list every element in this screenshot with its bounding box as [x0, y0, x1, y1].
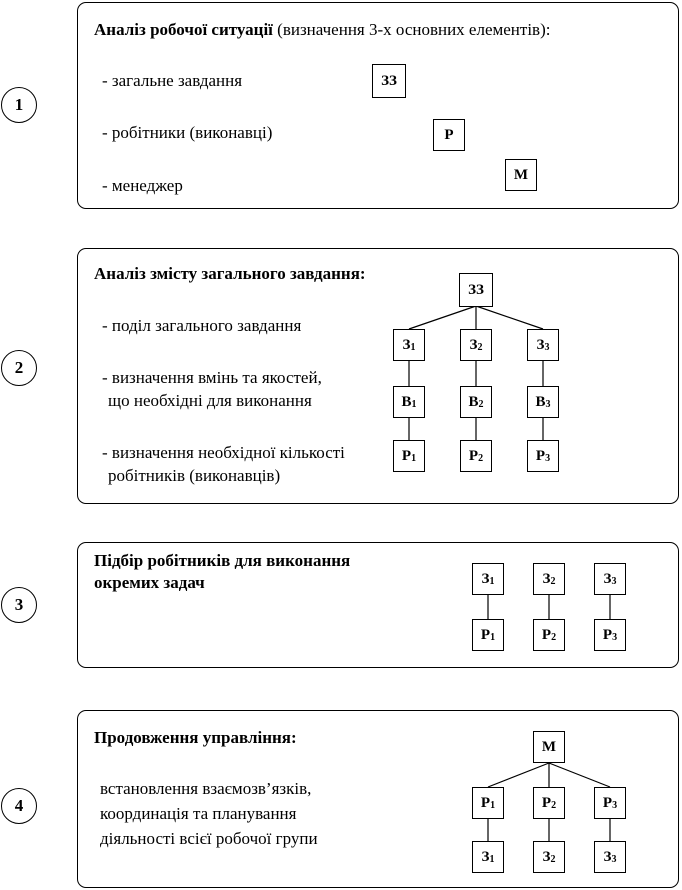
box-manager: М [505, 159, 537, 191]
panel4-title-text: Продовження управління: [94, 728, 297, 747]
panel2-item-count-2: робітників (виконавців) [108, 466, 281, 485]
panel2-item-division: - поділ загального завдання [102, 316, 302, 335]
panel4-title [94, 727, 297, 749]
panel3-box-task-3: З 3 [594, 563, 626, 595]
panel3-box-worker-1: Р 1 [472, 619, 504, 651]
panel4-box-task-2: З 2 [533, 841, 565, 873]
panel4-box-task-1: З 1 [472, 841, 504, 873]
panel3-title-line2: окремих задач [94, 573, 205, 592]
panel-general-task-content-analysis [77, 248, 679, 504]
panel2-box-skill-3: В 3 [527, 386, 559, 418]
box-general-task: ЗЗ [372, 64, 406, 98]
panel4-item-2: координація та планування [100, 804, 297, 823]
panel2-box-task-2: З 2 [460, 329, 492, 361]
panel1-item-manager: - менеджер [102, 176, 183, 195]
panel3-box-task-1: З 1 [472, 563, 504, 595]
panel2-title [94, 263, 366, 285]
panel2-item-skills-2: що необхідні для виконання [108, 391, 312, 410]
panel3-title-line1: Підбір робітників для виконання [94, 551, 351, 570]
panel2-box-worker-3: Р 3 [527, 440, 559, 472]
panel4-item-1: встановлення взаємозв’язків, [100, 779, 312, 798]
step-1-circle: 1 [1, 87, 37, 123]
step-2-circle: 2 [1, 350, 37, 386]
panel2-box-task-1: З 1 [393, 329, 425, 361]
panel2-title-text: Аналіз змісту загального завдання: [94, 264, 366, 283]
panel4-box-worker-2: Р 2 [533, 787, 565, 819]
panel3-box-worker-3: Р 3 [594, 619, 626, 651]
panel2-box-general-task: ЗЗ [459, 273, 493, 307]
panel-work-situation-analysis [77, 2, 679, 209]
panel2-box-worker-1: Р 1 [393, 440, 425, 472]
panel4-box-worker-3: Р 3 [594, 787, 626, 819]
panel1-title [94, 19, 550, 41]
step-3-circle: 3 [1, 587, 37, 623]
panel2-item-skills-1: - визначення вмінь та якостей, [102, 368, 322, 387]
panel2-box-skill-1: В 1 [393, 386, 425, 418]
panel4-box-manager: М [533, 731, 565, 763]
panel3-box-worker-2: Р 2 [533, 619, 565, 651]
panel-worker-selection [77, 542, 679, 668]
panel4-item-3: діяльності всієї робочої групи [100, 829, 318, 848]
panel2-box-task-3: З 3 [527, 329, 559, 361]
panel2-box-worker-2: Р 2 [460, 440, 492, 472]
panel1-item-general-task: - загальне завдання [102, 71, 243, 90]
step-4-circle: 4 [1, 788, 37, 824]
panel-continuing-management [77, 710, 679, 888]
panel1-title-rest: (визначення 3-х основних елементів): [272, 20, 551, 39]
panel2-item-count-1: - визначення необхідної кількості [102, 443, 345, 462]
panel3-title [94, 550, 350, 594]
panel1-item-workers: - робітники (виконавці) [102, 123, 273, 142]
panel3-box-task-2: З 2 [533, 563, 565, 595]
panel4-box-task-3: З 3 [594, 841, 626, 873]
panel1-title-bold: Аналіз робочої ситуації [94, 20, 273, 39]
panel4-box-worker-1: Р 1 [472, 787, 504, 819]
panel2-box-skill-2: В 2 [460, 386, 492, 418]
box-worker: Р [433, 119, 465, 151]
